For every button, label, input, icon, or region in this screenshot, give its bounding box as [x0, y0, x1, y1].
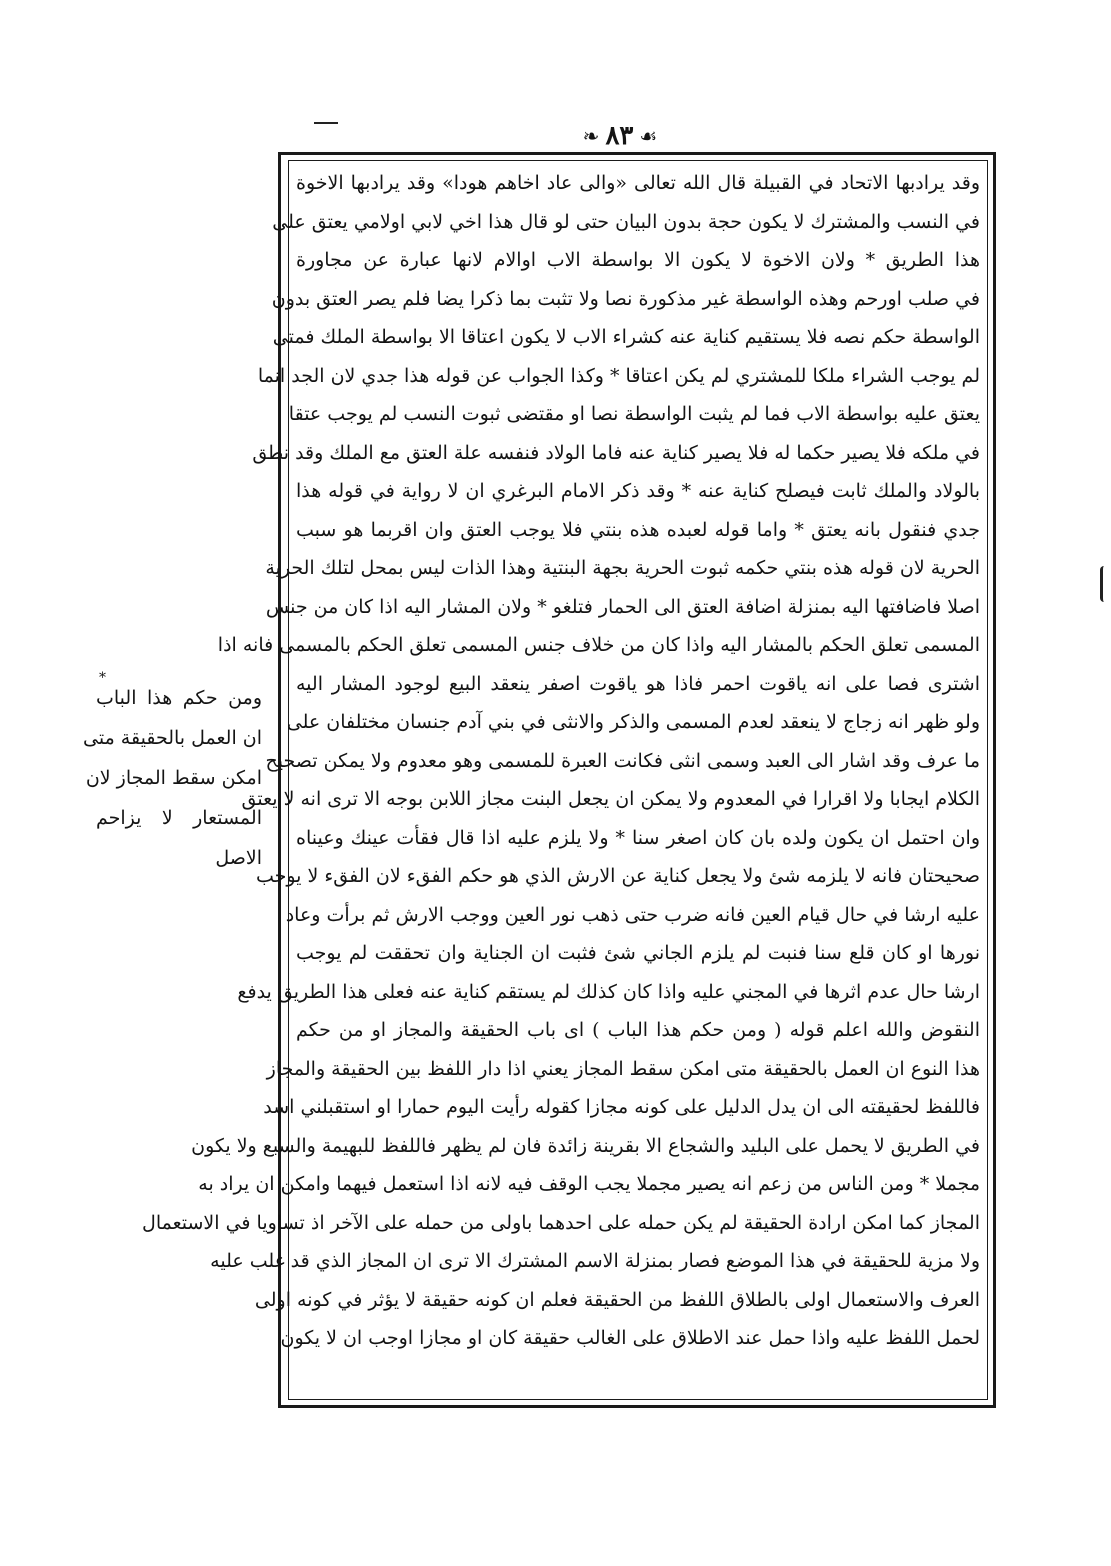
top-dash [314, 122, 338, 124]
margin-note-line: المستعار لا يزاحم [96, 807, 262, 829]
text-line: اشترى فصا على انه ياقوت احمر فاذا هو ياقوت اصفر ينعقد البيع لوجود المشار اليه [296, 672, 980, 695]
page-number: ٨٣ [605, 121, 634, 151]
text-line: بالولاد والملك ثابت فيصلح كناية عنه * وقد ذكر الامام البرغري ان لا رواية في قوله هذا [296, 480, 980, 502]
margin-note [83, 678, 262, 888]
text-line: يعتق عليه بواسطة الاب فما لم يثبت الواسطة نصا او مقتضى ثبوت النسب لم يوجب عتقا [288, 403, 980, 425]
text-line: في النسب والمشترك لا يكون حجة بدون البيان حتى لو قال هذا اخي لابي اولامي يعتق على [272, 210, 980, 233]
ornament-left-icon: ❧ [582, 124, 600, 148]
text-line: لم يوجب الشراء ملكا للمشتري لم يكن اعتاقا * وكذا الجواب عن قوله هذا جدي لان الجد انما [257, 364, 980, 387]
page-number-header [560, 118, 680, 154]
text-line: جدي فنقول بانه يعتق * واما قوله لعبده هذه بنتي فلا يوجب العتق وان اقربما هو سبب [296, 518, 980, 541]
margin-note-line: ومن حكم هذا الباب [96, 687, 262, 709]
text-line: في ملكه فلا يصير حكما له فلا يصير كناية عنه فاما الولاد فنفسه علة العتق مع الملك وقد نطق [252, 441, 980, 464]
text-line: ولو ظهر انه زجاج لا ينعقد لعدم المسمى والذكر والانثى في بني آدم جنسان مختلفان على [286, 711, 980, 733]
text-line: وان احتمل ان يكون ولده بان كان اصغر سنا * ولا يلزم عليه اذا قال فقأت عينك وعيناه [296, 826, 980, 849]
text-line: الكلام ايجابا ولا اقرارا في المعدوم ولا يمكن ان يجعل البنت مجاز اللابن بوجه الا ترى انه لا يعتق [241, 788, 980, 810]
text-line: النقوض والله اعلم قوله ( ومن حكم هذا الباب ) اى باب الحقيقة والمجاز او من حكم [296, 1019, 980, 1041]
text-line: وقد يرادبها الاتحاد في القبيلة قال الله تعالى «والى عاد اخاهم هودا» وقد يرادبها الاخوة [296, 172, 980, 194]
margin-asterisk: * [99, 670, 106, 686]
ornament-right-icon: ☙ [639, 124, 658, 148]
page-edge-mark [1100, 566, 1109, 602]
margin-note-line: ان العمل بالحقيقة متى [83, 727, 262, 749]
text-line: اصلا فاضافتها اليه بمنزلة اضافة العتق الى الحمار فتلغو * ولان المشار اليه اذا كان من جنس [265, 595, 980, 618]
text-line: الحرية لان قوله هذه بنتي حكمه ثبوت الحرية بجهة البنتية وهذا الذات ليس بمحل لتلك الحرية [265, 557, 980, 579]
text-line: العرف والاستعمال اولى بالطلاق اللفظ من الحقيقة فعلم ان كونه حقيقة لا يؤثر في كونه اولى [254, 1288, 980, 1311]
margin-note-line: امكن سقط المجاز لان [85, 767, 262, 789]
text-line: صحيحتان فانه لا يلزمه شئ ولا يجعل كناية عن الارش الذي هو حكم الفقء لان الفقء لا يوجب [255, 865, 980, 887]
text-line: لحمل اللفظ عليه واذا حمل عند الاطلاق على الغالب حقيقة كان او مجازا اوجب ان لا يكون [280, 1327, 980, 1349]
text-line: ما عرف وقد اشار الى العبد وسمى انثى فكانت العبرة للمسمى وهو معدوم ولا يمكن تصحيح [265, 749, 980, 772]
text-line: هذا الطريق * ولان الاخوة لا يكون الا بواسطة الاب اوالام لانها عبارة عن مجاورة [296, 249, 980, 271]
text-line: هذا النوع ان العمل بالحقيقة متى امكن سقط المجاز يعني اذا دار اللفظ بين الحقيقة والمجاز [266, 1057, 980, 1080]
text-line: عليه ارشا في حال قيام العين فانه ضرب حتى ذهب نور العين ووجب الارش ثم برأت وعاد [285, 903, 980, 926]
text-line: الواسطة حكم نصه فلا يستقيم كناية عنه كشراء الاب لا يكون اعتاقا الا بواسطة الملك فمتى [272, 326, 980, 348]
text-line: مجملا * ومن الناس من زعم انه يصير مجملا يجب الوقف فيه لانه اذا استعمل فيهما وامكن ان يراد به [198, 1173, 980, 1195]
text-line: ولا مزية للحقيقة في هذا الموضع فصار بمنزلة الاسم المشترك الا ترى ان المجاز الذي قد غلب عليه [210, 1250, 980, 1272]
text-line: فاللفظ لحقيقته الى ان يدل الدليل على كونه مجازا كقوله رأيت اليوم حمارا او استقبلني اسد [263, 1096, 980, 1118]
text-line: ارشا حال عدم اثرها في المجني عليه واذا كان كذلك لم يستقم كناية عنه فعلى هذا الطريق يدفع [237, 980, 980, 1003]
text-line: في صلب اورحم وهذه الواسطة غير مذكورة نصا ولا تثبت بما ذكرا يضا فلم يصر العتق بدون [271, 287, 980, 310]
text-line: في الطريق لا يحمل على البليد والشجاع الا بقرينة زائدة فان لم يظهر فاللفظ للبهيمة والسبع ولا يكون [191, 1134, 980, 1157]
text-line: نورها او كان قلع سنا فنبت لم يلزم الجاني شئ فثبت ان الجناية وان تحققت لم يوجب [296, 942, 980, 964]
text-line: المجاز كما امكن ارادة الحقيقة لم يكن حمله على احدهما باولى من حمله على الآخر اذ تساويا في الاستعمال [142, 1211, 980, 1234]
text-line: المسمى تعلق الحكم بالمشار اليه واذا كان من خلاف جنس المسمى تعلق الحكم بالمسمى فانه اذا [217, 634, 980, 656]
margin-note-line: الاصل [215, 847, 262, 869]
